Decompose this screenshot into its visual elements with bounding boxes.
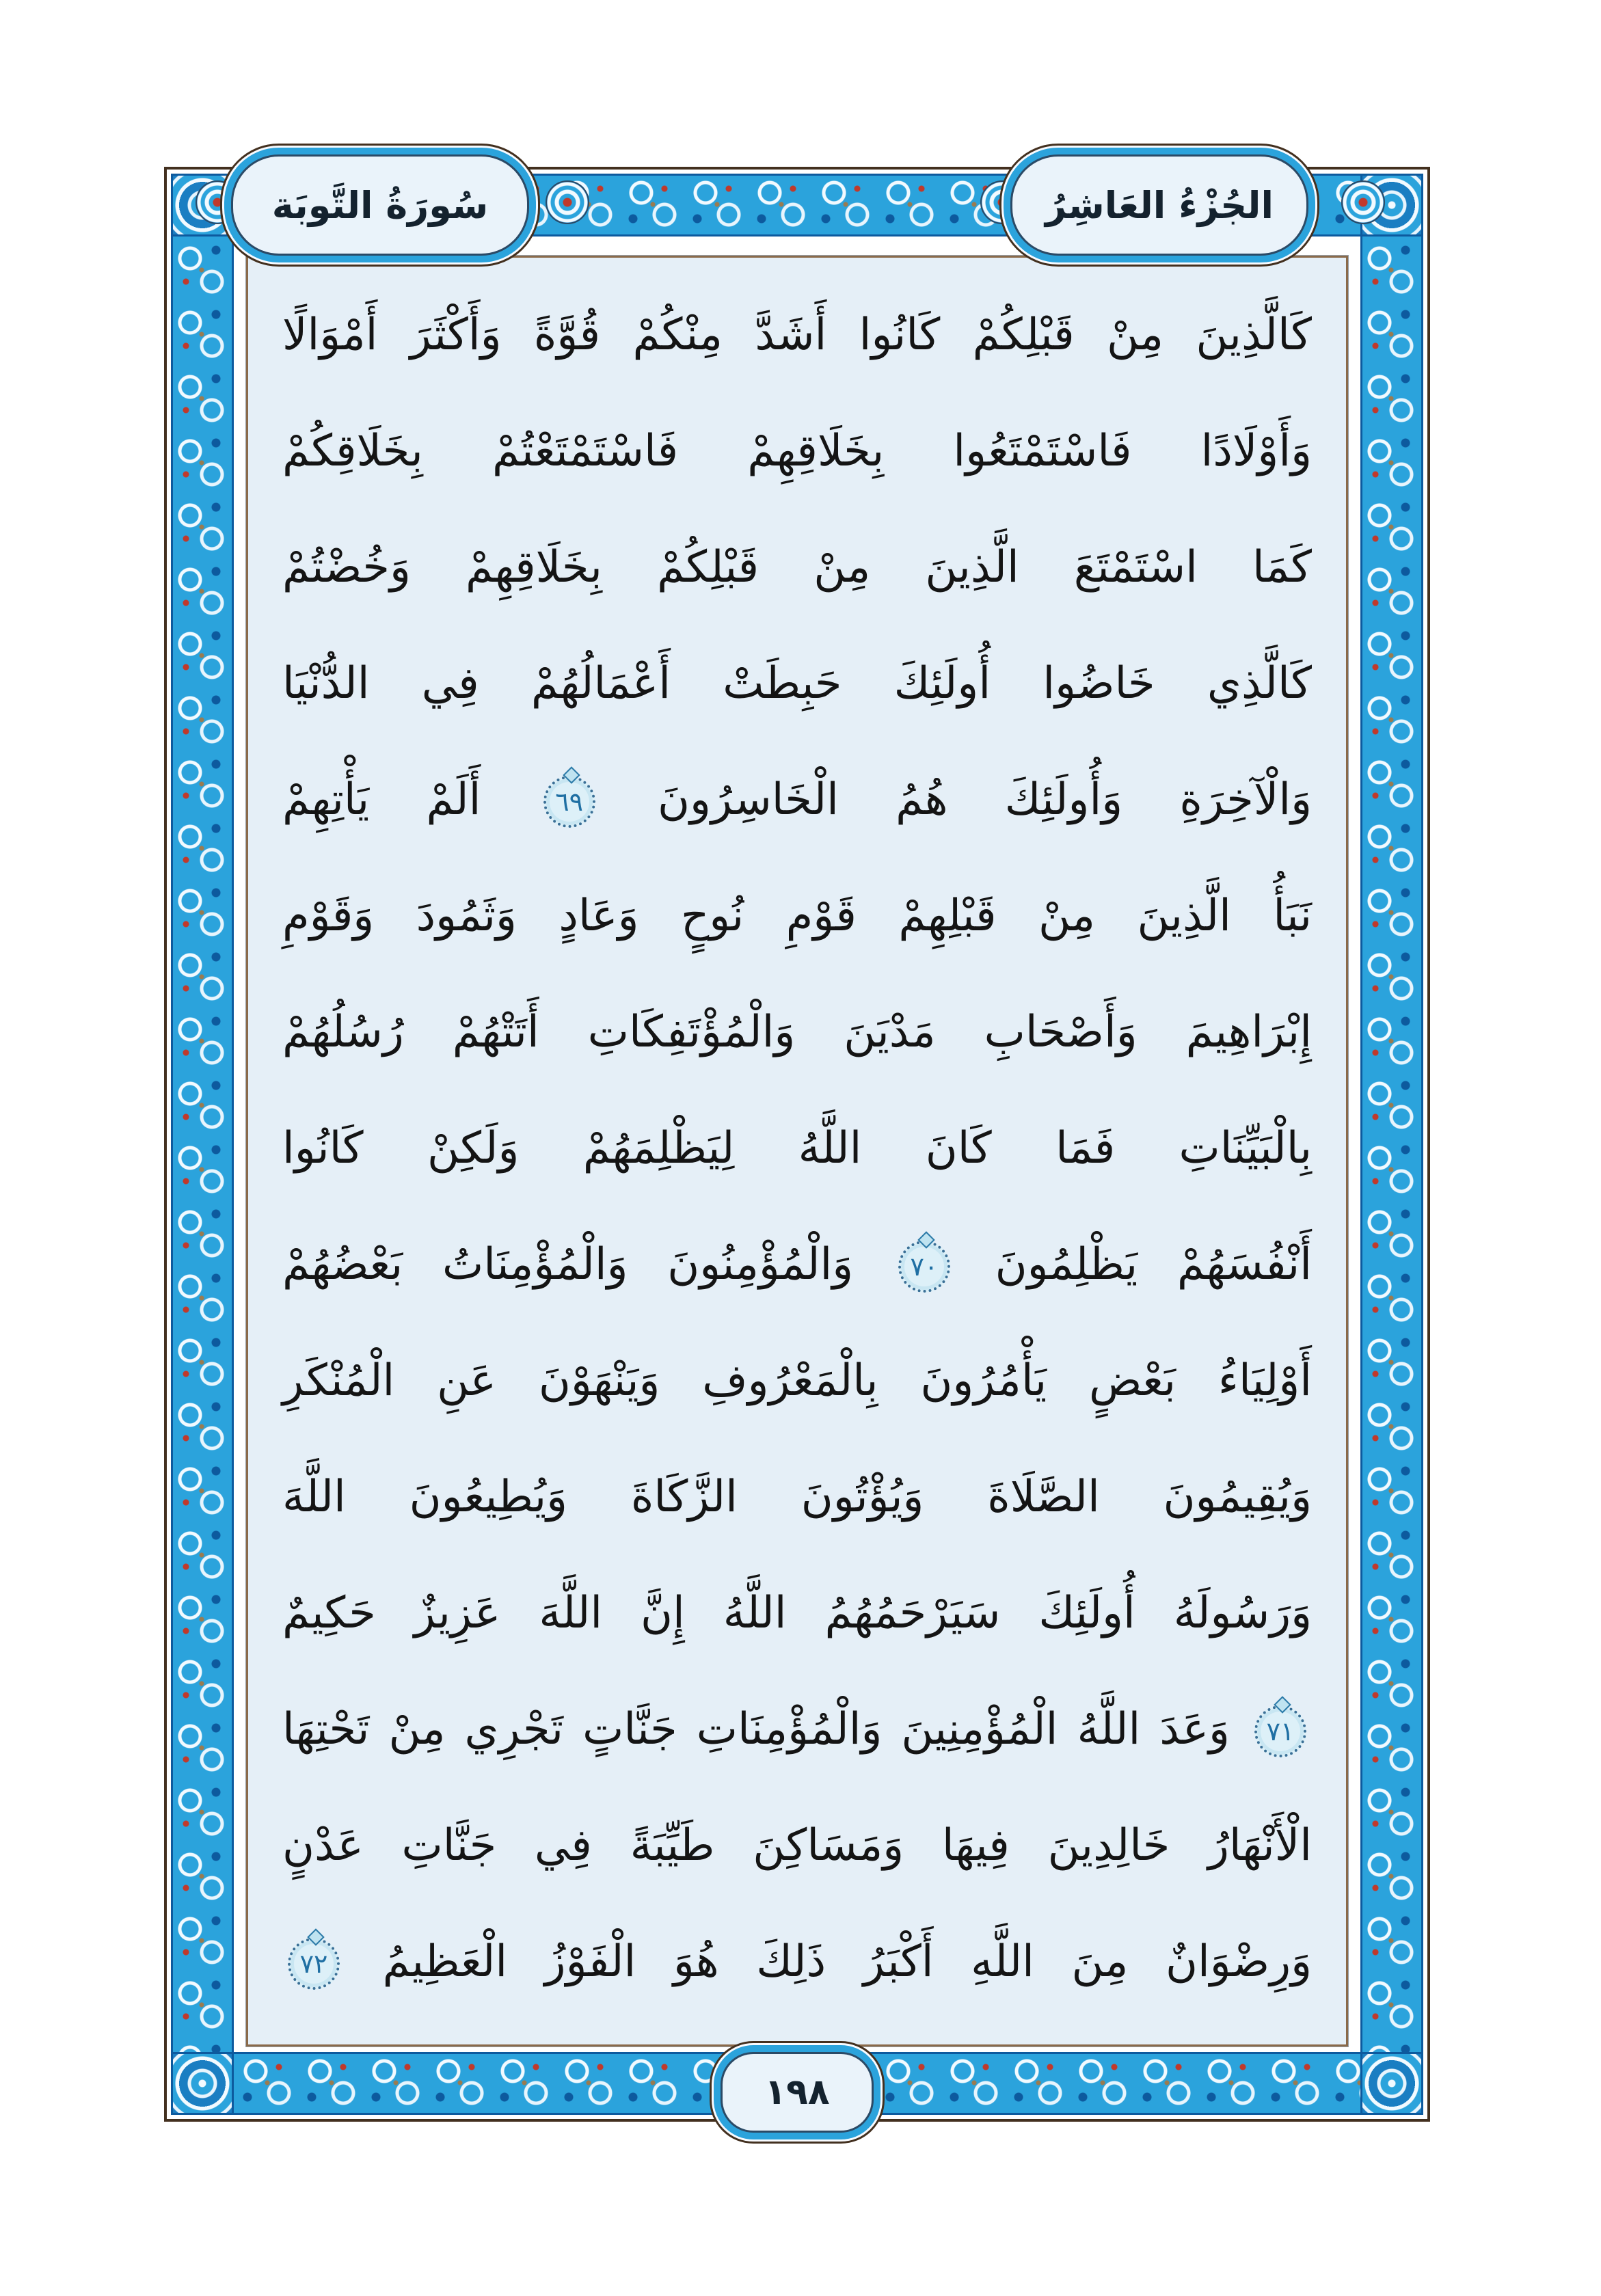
ayah-text: وَرَسُولَهُ أُولَئِكَ سَيَرْحَمُهُمُ اللَّهُ إِنَّ اللَّهَ عَزِيزٌ حَكِيمٌ	[282, 1588, 1312, 1638]
band-knot-icon	[546, 180, 589, 224]
verse-end-medallion: ٦٩	[543, 776, 595, 828]
quran-line	[282, 625, 1312, 742]
border-band-right	[1360, 174, 1423, 2115]
ayah-text: وَالْمُؤْمِنُونَ وَالْمُؤْمِنَاتُ بَعْضُهُمْ	[282, 1239, 854, 1290]
quran-line	[282, 1787, 1312, 1904]
quran-line	[282, 1904, 1312, 2020]
verse-end-medallion: ٧٠	[898, 1241, 950, 1293]
quran-line	[282, 509, 1312, 625]
ayah-text: وَأَوْلَادًا فَاسْتَمْتَعُوا بِخَلَاقِهِمْ فَاسْتَمْتَعْتُمْ بِخَلَاقِكُمْ	[282, 426, 1312, 476]
juz-title: الجُزْءُ العَاشِرُ	[1045, 183, 1274, 227]
verse-end-medallion: ٧١	[1254, 1705, 1306, 1757]
quran-line	[282, 393, 1312, 509]
ayah-text: وَالْآخِرَةِ وَأُولَئِكَ هُمُ الْخَاسِرُونَ	[657, 774, 1312, 825]
ayah-text: وَرِضْوَانٌ مِنَ اللَّهِ أَكْبَرُ ذَلِكَ هُوَ الْفَوْزُ الْعَظِيمُ	[382, 1936, 1313, 1987]
quran-line	[282, 1323, 1312, 1439]
ayah-text: كَمَا اسْتَمْتَعَ الَّذِينَ مِنْ قَبْلِكُمْ بِخَلَاقِهِمْ وَخُضْتُمْ	[282, 542, 1312, 593]
ayah-text: أَوْلِيَاءُ بَعْضٍ يَأْمُرُونَ بِالْمَعْرُوفِ وَيَنْهَوْنَ عَنِ الْمُنْكَرِ	[282, 1355, 1312, 1406]
quran-line	[282, 974, 1312, 1090]
quran-line	[282, 1090, 1312, 1206]
ayah-text: وَيُقِيمُونَ الصَّلَاةَ وَيُؤْتُونَ الزَّكَاةَ وَيُطِيعُونَ اللَّهَ	[282, 1472, 1312, 1522]
surah-title-cartouche	[231, 154, 529, 256]
verse-end-medallion: ٧٢	[288, 1938, 340, 1990]
quran-line	[282, 1439, 1312, 1555]
quran-line	[282, 1206, 1312, 1323]
quran-line	[282, 277, 1312, 393]
text-panel	[246, 256, 1348, 2047]
ayah-text: نَبَأُ الَّذِينَ مِنْ قَبْلِهِمْ قَوْمِ نُوحٍ وَعَادٍ وَثَمُودَ وَقَوْمِ	[282, 891, 1312, 941]
ayah-text: أَلَمْ يَأْتِهِمْ	[282, 774, 481, 825]
quran-line	[282, 742, 1312, 858]
page-number-cartouche	[721, 2052, 874, 2133]
quran-line	[282, 1555, 1312, 1671]
surah-title: سُورَةُ التَّوبَة	[271, 183, 489, 227]
quran-lines	[282, 277, 1312, 2029]
juz-title-cartouche	[1010, 154, 1308, 256]
ayah-text: بِالْبَيِّنَاتِ فَمَا كَانَ اللَّهُ لِيَظْلِمَهُمْ وَلَكِنْ كَانُوا	[282, 1123, 1312, 1174]
corner-rosette-bottom-right	[1360, 2052, 1423, 2115]
ayah-text: أَنْفُسَهُمْ يَظْلِمُونَ	[995, 1239, 1313, 1290]
quran-line	[282, 1671, 1312, 1787]
ayah-text: كَالَّذِينَ مِنْ قَبْلِكُمْ كَانُوا أَشَدَّ مِنْكُمْ قُوَّةً وَأَكْثَرَ أَمْوَالًا	[282, 310, 1312, 360]
border-band-left	[171, 174, 234, 2115]
ornamental-frame	[164, 167, 1430, 2122]
page-number: ١٩٨	[764, 2072, 830, 2113]
ayah-text: الْأَنْهَارُ خَالِدِينَ فِيهَا وَمَسَاكِنَ طَيِّبَةً فِي جَنَّاتِ عَدْنٍ	[282, 1820, 1312, 1871]
ayah-text: كَالَّذِي خَاضُوا أُولَئِكَ حَبِطَتْ أَعْمَالُهُمْ فِي الدُّنْيَا	[282, 658, 1312, 709]
corner-rosette-bottom-left	[171, 2052, 234, 2115]
ayah-text: إِبْرَاهِيمَ وَأَصْحَابِ مَدْيَنَ وَالْمُؤْتَفِكَاتِ أَتَتْهُمْ رُسُلُهُمْ	[282, 1007, 1312, 1057]
quran-line	[282, 858, 1312, 974]
ayah-text: وَعَدَ اللَّهُ الْمُؤْمِنِينَ وَالْمُؤْمِنَاتِ جَنَّاتٍ تَجْرِي مِنْ تَحْتِهَا	[282, 1704, 1230, 1755]
band-knot-icon	[1341, 180, 1385, 224]
